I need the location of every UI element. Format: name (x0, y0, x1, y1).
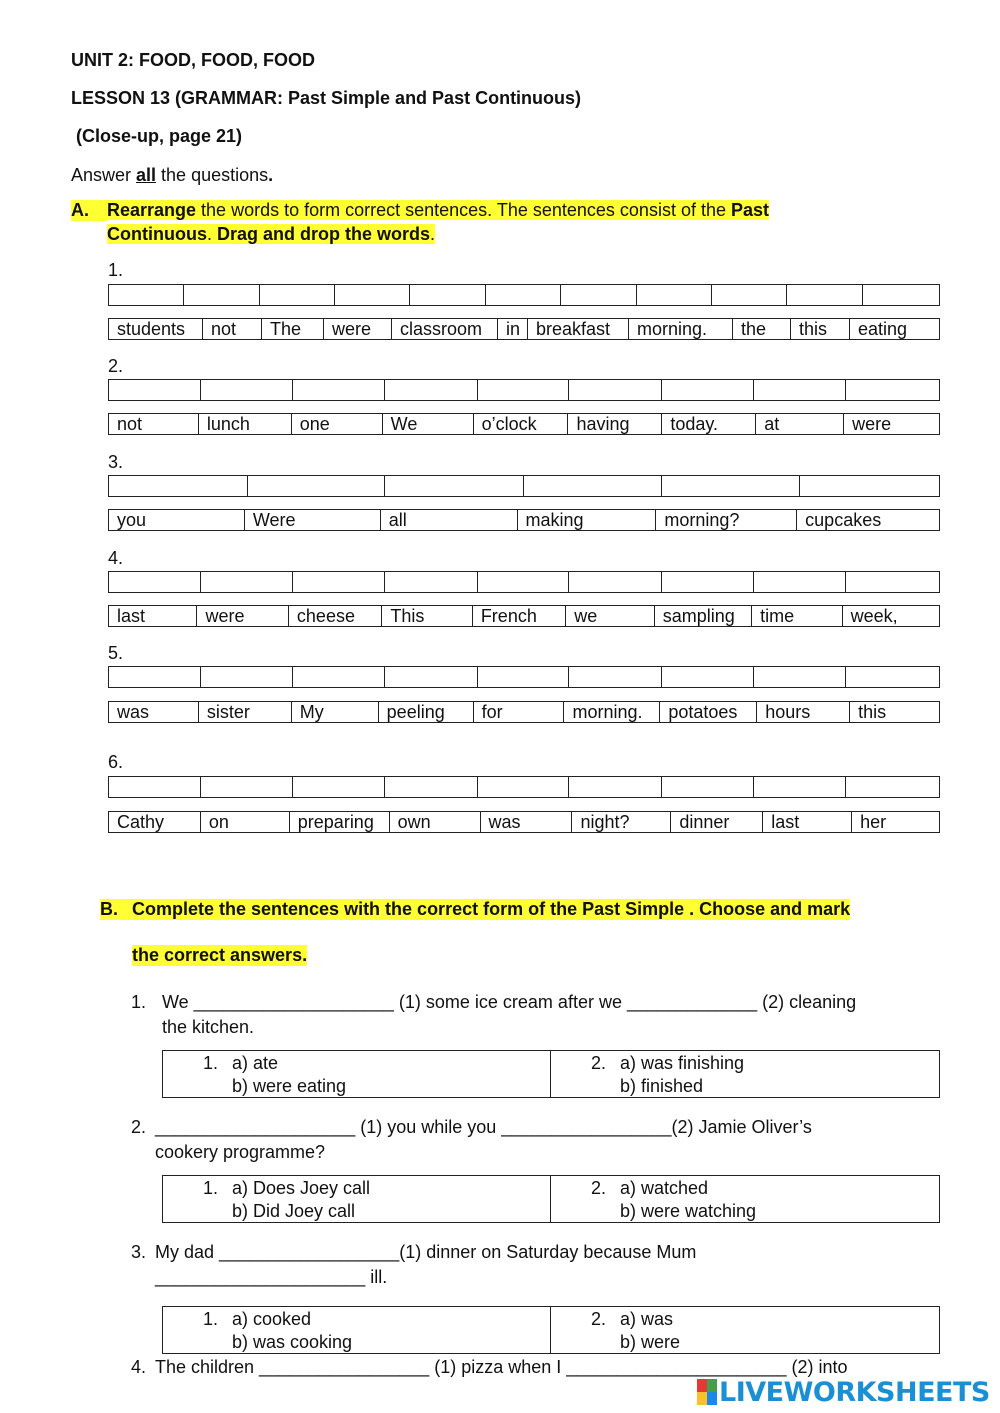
drop-slot[interactable] (109, 476, 248, 496)
drop-slot[interactable] (293, 777, 385, 797)
item-number: 1. (108, 260, 124, 280)
draggable-word[interactable]: breakfast (528, 319, 629, 339)
answer-option-b[interactable]: b) finished (620, 1076, 704, 1096)
drop-slot[interactable] (293, 572, 385, 592)
draggable-word[interactable]: last (763, 812, 852, 832)
option-group (163, 1051, 551, 1097)
drop-slot[interactable] (248, 476, 386, 496)
option-group (551, 1051, 939, 1097)
draggable-word[interactable]: last (109, 606, 197, 626)
option-group (551, 1307, 939, 1353)
drop-zone-row (108, 666, 940, 688)
liveworksheets-logo (697, 1377, 990, 1407)
item-number: 3. (108, 452, 124, 472)
answer-option-a[interactable]: a) Does Joey call (232, 1178, 371, 1198)
word-bank-row (108, 701, 940, 723)
draggable-word[interactable]: having (568, 414, 662, 434)
option-group-number: 2. (591, 1309, 607, 1329)
drop-slot[interactable] (201, 380, 293, 400)
drop-slot[interactable] (569, 667, 662, 687)
options-table (162, 1175, 940, 1223)
draggable-word[interactable]: not (203, 319, 262, 339)
instruction-fragment: . (206, 224, 217, 244)
drop-slot[interactable] (662, 380, 754, 400)
question-text: ____________________ (1) you while you _________________(2) Jamie Oliver’s (155, 1117, 812, 1137)
answer-option-b[interactable]: b) Did Joey call (232, 1201, 356, 1221)
answer-option-a[interactable]: a) was (620, 1309, 674, 1329)
draggable-word[interactable]: night? (572, 812, 671, 832)
drop-slot[interactable] (662, 476, 801, 496)
brand-name: LIVEWORKSHEETS (719, 1376, 990, 1408)
instruction-fragment: . (430, 224, 436, 244)
drop-slot[interactable] (293, 667, 385, 687)
drop-slot[interactable] (184, 285, 260, 305)
draggable-word[interactable]: in (498, 319, 528, 339)
instruction-fragment: Rearrange (107, 200, 197, 220)
draggable-word[interactable]: time (752, 606, 842, 626)
answer-option-a[interactable]: a) was finishing (620, 1053, 745, 1073)
answer-option-a[interactable]: a) ate (232, 1053, 279, 1073)
draggable-word[interactable]: today. (662, 414, 756, 434)
lesson-title: LESSON 13 (GRAMMAR: Past Simple and Past Continuous) (71, 88, 582, 108)
drop-slot[interactable] (293, 380, 385, 400)
drop-slot[interactable] (846, 380, 939, 400)
instruction-pre: Answer (71, 165, 137, 185)
draggable-word[interactable]: cheese (289, 606, 382, 626)
answer-option-b[interactable]: b) were (620, 1332, 681, 1352)
draggable-word[interactable]: for (474, 702, 565, 722)
section-b-line-1: Complete the sentences with the correct form of the Past Simple . Choose and mark (132, 899, 851, 919)
draggable-word[interactable]: not (109, 414, 199, 434)
question-text-continued: the kitchen. (162, 1017, 255, 1037)
draggable-word[interactable]: lunch (199, 414, 292, 434)
instruction-fragment: the words to form correct sentences. The sentences consist of the (196, 200, 731, 220)
question-number: 3. (131, 1242, 147, 1262)
options-table (162, 1050, 940, 1098)
drop-slot[interactable] (662, 777, 754, 797)
drop-slot[interactable] (410, 285, 486, 305)
section-a-instruction (107, 200, 769, 245)
draggable-word[interactable]: The (262, 319, 324, 339)
drop-slot[interactable] (754, 777, 846, 797)
drop-slot[interactable] (109, 777, 201, 797)
draggable-word[interactable]: this (858, 702, 887, 722)
answer-option-a[interactable]: a) watched (620, 1178, 709, 1198)
draggable-word[interactable]: morning. (564, 702, 660, 722)
section-b-letter: B. (100, 899, 132, 920)
draggable-word[interactable]: at (756, 414, 844, 434)
drop-slot[interactable] (109, 667, 201, 687)
draggable-word[interactable]: potatoes (660, 702, 757, 722)
draggable-word[interactable]: classroom (392, 319, 498, 339)
option-group-number: 1. (203, 1309, 219, 1329)
drop-zone-row (108, 379, 940, 401)
draggable-word[interactable]: one (292, 414, 383, 434)
instruction-fragment: Past (730, 200, 770, 220)
draggable-word[interactable]: we (566, 606, 654, 626)
instruction (71, 165, 273, 186)
drop-slot[interactable] (109, 380, 201, 400)
drop-zone-row (108, 571, 940, 593)
instruction-dot: . (268, 165, 274, 185)
answer-option-b[interactable]: b) was cooking (232, 1332, 353, 1352)
option-group-number: 2. (591, 1053, 607, 1073)
draggable-word[interactable]: were (324, 319, 392, 339)
drop-slot[interactable] (478, 572, 570, 592)
drop-zone-row (108, 284, 940, 306)
question-text: The children _________________ (1) pizza when I ______________________ (2) into (155, 1357, 848, 1377)
draggable-word[interactable]: o’clock (474, 414, 569, 434)
word-bank-row (108, 605, 940, 627)
drop-slot[interactable] (478, 667, 570, 687)
option-group (163, 1307, 551, 1353)
draggable-word[interactable]: sampling (655, 606, 752, 626)
drop-slot[interactable] (486, 285, 561, 305)
item-number: 4. (108, 548, 124, 568)
draggable-word[interactable]: the (733, 319, 791, 339)
draggable-word[interactable]: We (383, 414, 474, 434)
source-note: (Close-up, page 21) (76, 126, 243, 146)
drop-slot[interactable] (260, 285, 335, 305)
draggable-word[interactable]: her (860, 812, 887, 832)
answer-option-b[interactable]: b) were watching (620, 1201, 757, 1221)
drop-slot[interactable] (201, 572, 293, 592)
draggable-word[interactable]: peeling (379, 702, 474, 722)
drop-slot[interactable] (787, 285, 863, 305)
options-table (162, 1306, 940, 1354)
draggable-word[interactable]: making (518, 510, 657, 530)
instruction-post: the questions (156, 165, 269, 185)
instruction-emphasis: all (136, 165, 157, 185)
draggable-word[interactable]: morning. (629, 319, 733, 339)
unit-title: UNIT 2: FOOD, FOOD, FOOD (71, 50, 315, 70)
question-number: 2. (131, 1117, 147, 1137)
draggable-word[interactable]: cupcakes (805, 510, 882, 530)
drop-zone-row (108, 475, 940, 497)
section-a-letter: A. (71, 200, 107, 221)
drop-slot[interactable] (662, 667, 754, 687)
drop-slot[interactable] (335, 285, 410, 305)
section-b-line-2: the correct answers. (132, 945, 308, 965)
draggable-word[interactable]: French (473, 606, 566, 626)
drop-slot[interactable] (385, 667, 478, 687)
drop-slot[interactable] (846, 667, 939, 687)
draggable-word[interactable]: all (381, 510, 518, 530)
drop-slot[interactable] (569, 380, 662, 400)
draggable-word[interactable]: on (201, 812, 290, 832)
draggable-word[interactable]: week, (850, 606, 898, 626)
draggable-word[interactable]: you (109, 510, 245, 530)
drop-slot[interactable] (846, 572, 939, 592)
draggable-word[interactable]: this (791, 319, 850, 339)
draggable-word[interactable]: sister (199, 702, 292, 722)
drop-slot[interactable] (478, 380, 570, 400)
option-group-number: 1. (203, 1178, 219, 1198)
question-text-continued: cookery programme? (155, 1142, 326, 1162)
question-text-continued: _____________________ ill. (155, 1267, 388, 1287)
draggable-word[interactable]: own (390, 812, 481, 832)
word-bank-row (108, 318, 940, 340)
draggable-word[interactable]: This (382, 606, 472, 626)
draggable-word[interactable]: were (852, 414, 892, 434)
drop-slot[interactable] (754, 380, 846, 400)
word-bank-row (108, 413, 940, 435)
draggable-word[interactable]: was (109, 702, 199, 722)
item-number: 5. (108, 643, 124, 663)
section-a-line-2 (107, 224, 435, 244)
drop-slot[interactable] (863, 285, 939, 305)
instruction-fragment: Continuous (107, 224, 207, 244)
drop-slot[interactable] (385, 476, 524, 496)
draggable-word[interactable]: was (481, 812, 573, 832)
drop-slot[interactable] (385, 380, 478, 400)
draggable-word[interactable]: dinner (671, 812, 763, 832)
drop-slot[interactable] (754, 667, 846, 687)
option-group-number: 1. (203, 1053, 219, 1073)
drop-slot[interactable] (385, 777, 478, 797)
answer-option-b[interactable]: b) were eating (232, 1076, 347, 1096)
drop-slot[interactable] (662, 572, 754, 592)
word-bank-row (108, 509, 940, 531)
drop-slot[interactable] (712, 285, 787, 305)
option-group (163, 1176, 551, 1222)
item-number: 2. (108, 356, 124, 376)
draggable-word[interactable]: My (292, 702, 379, 722)
drop-slot[interactable] (569, 572, 662, 592)
item-number: 6. (108, 752, 124, 772)
drop-slot[interactable] (754, 572, 846, 592)
draggable-word[interactable]: hours (757, 702, 850, 722)
drop-slot[interactable] (524, 476, 662, 496)
question-text: We ____________________ (1) some ice cream after we _____________ (2) cleaning (162, 992, 857, 1012)
question-number: 1. (131, 992, 147, 1012)
drop-slot[interactable] (109, 572, 201, 592)
drop-slot[interactable] (637, 285, 712, 305)
drop-slot[interactable] (846, 777, 939, 797)
section-a-line-1 (107, 200, 769, 220)
logo-mark-icon (697, 1379, 717, 1405)
drop-slot[interactable] (109, 285, 184, 305)
question-text: My dad __________________(1) dinner on Saturday because Mum (155, 1242, 697, 1262)
drop-slot[interactable] (478, 777, 570, 797)
drop-slot[interactable] (201, 777, 293, 797)
drop-slot[interactable] (201, 667, 293, 687)
drop-slot[interactable] (800, 476, 939, 496)
answer-option-a[interactable]: a) cooked (232, 1309, 312, 1329)
drop-zone-row (108, 776, 940, 798)
option-group (551, 1176, 939, 1222)
question-number: 4. (131, 1357, 147, 1377)
draggable-word[interactable]: eating (858, 319, 908, 339)
draggable-word[interactable]: Cathy (109, 812, 201, 832)
draggable-word[interactable]: Were (245, 510, 381, 530)
word-bank-row (108, 811, 940, 833)
drop-slot[interactable] (385, 572, 478, 592)
drop-slot[interactable] (561, 285, 637, 305)
draggable-word[interactable]: were (197, 606, 288, 626)
instruction-fragment: Drag and drop the words (217, 224, 431, 244)
draggable-word[interactable]: students (109, 319, 203, 339)
drop-slot[interactable] (569, 777, 662, 797)
draggable-word[interactable]: morning? (656, 510, 797, 530)
draggable-word[interactable]: preparing (290, 812, 390, 832)
option-group-number: 2. (591, 1178, 607, 1198)
